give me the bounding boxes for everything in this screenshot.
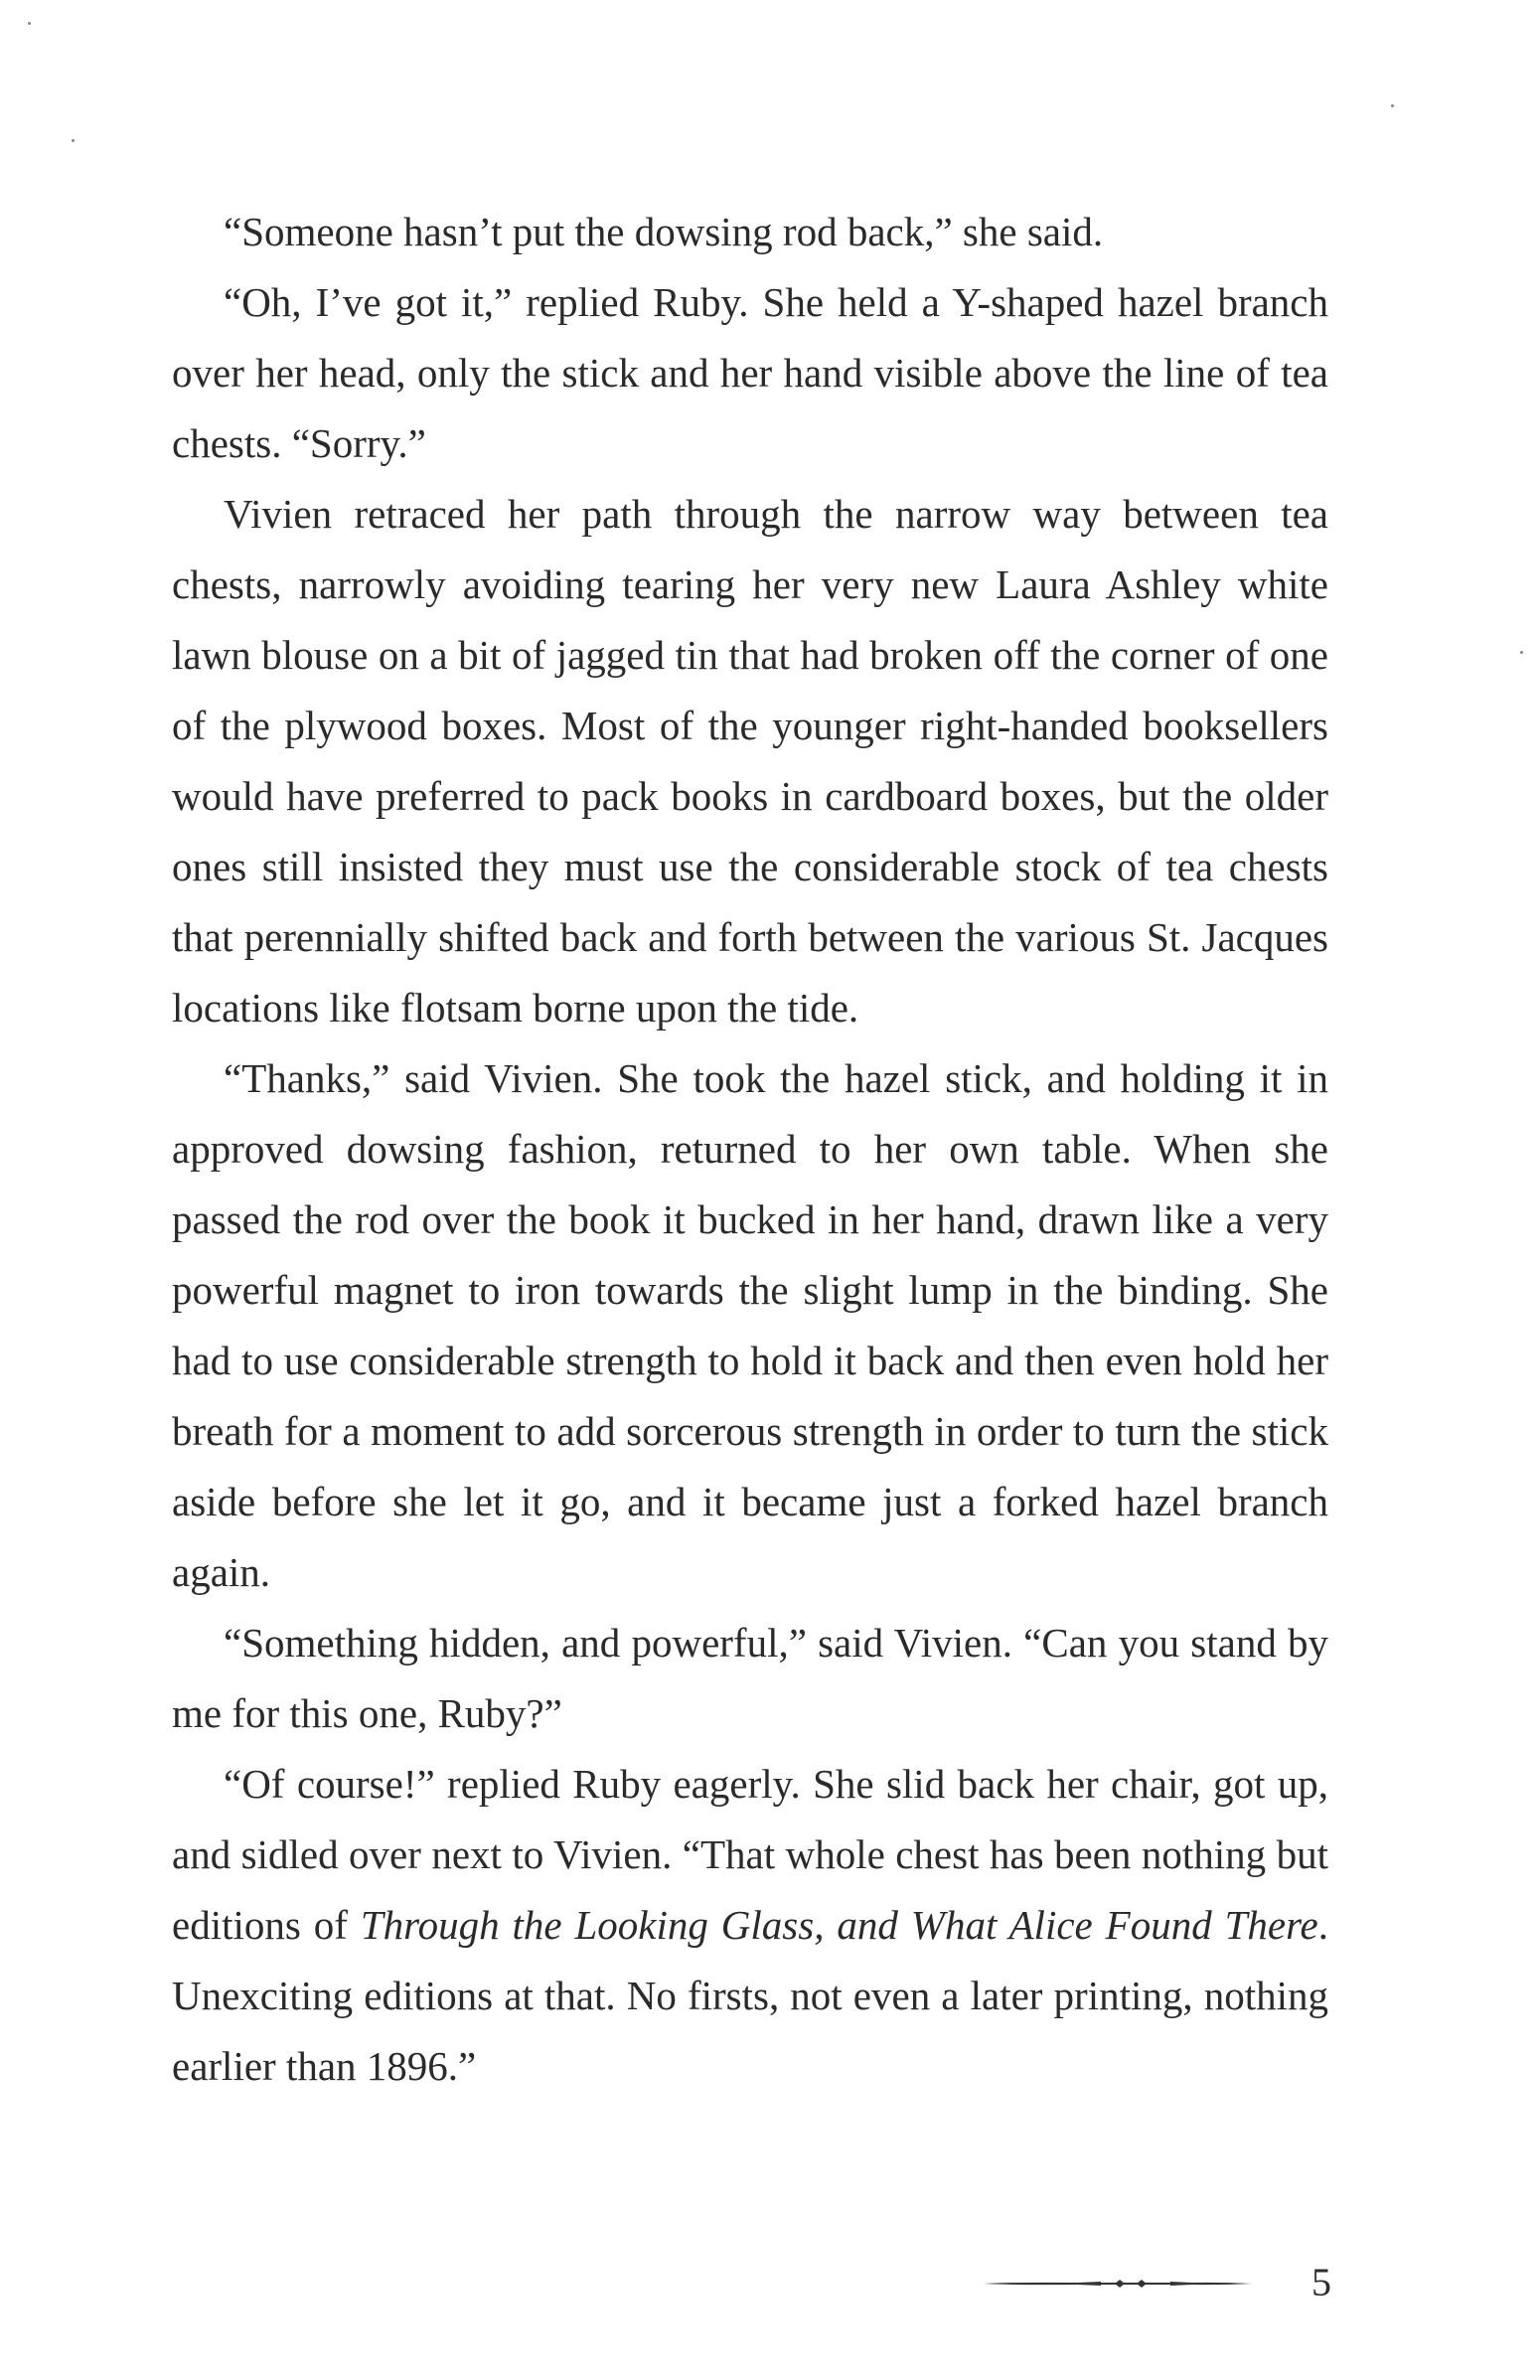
page-footer xyxy=(984,2258,1331,2307)
ornament-divider-icon xyxy=(984,2278,1252,2290)
scan-speck xyxy=(28,22,31,25)
paragraph xyxy=(172,1043,1328,1608)
paragraph-text: “Oh, I’ve got it,” replied Ruby. She held a Y-shaped hazel branch over her head, only the stick and her hand visible above the line of tea chests. “Sorry.” xyxy=(172,279,1328,466)
paragraph xyxy=(172,267,1328,479)
paragraph-text: “Someone hasn’t put the dowsing rod back,” she said. xyxy=(224,209,1104,254)
scan-speck xyxy=(72,139,75,142)
paragraph-text: “Thanks,” said Vivien. She took the hazel stick, and holding it in approved dowsing fashion, returned to her own table. When she passed the rod over the book it bucked in her hand, drawn like a very powerful magnet to iron towards the slight lump in the binding. She had to use considerable strength to hold it back and then even hold her breath for a moment to add sorcerous strength in order to turn the stick aside before she let it go, and it became just a forked hazel branch again. xyxy=(172,1055,1328,1595)
book-title: Through the Looking Glass, and What Alice Found There xyxy=(360,1902,1318,1948)
paragraph-text: . Unexciting editions at that. No firsts, not even a later printing, nothing earlier than 1896.” xyxy=(172,1902,1328,2089)
paragraph xyxy=(172,479,1328,1043)
body-text xyxy=(172,197,1328,2102)
paragraph xyxy=(172,197,1328,267)
scan-speck xyxy=(1520,651,1523,654)
paragraph-text: Vivien retraced her path through the narrow way between tea chests, narrowly avoiding tearing her very new Laura Ashley white lawn blouse on a bit of jagged tin that had broken off the corner of one of the plywood boxes. Most of the younger right-handed booksellers would have preferred to pack books in cardboard boxes, but the older ones still insisted they must use the considerable stock of tea chests that perennially shifted back and forth between the various St. Jacques locations like flotsam borne upon the tide. xyxy=(172,491,1328,1031)
paragraph xyxy=(172,1608,1328,1749)
paragraph-text: “Something hidden, and powerful,” said Vivien. “Can you stand by me for this one, Ruby?” xyxy=(172,1620,1328,1736)
paragraph xyxy=(172,1749,1328,2102)
scan-speck xyxy=(1391,104,1394,107)
paragraph-text: “Of course!” replied Ruby eagerly. She slid back her chair, got up, and sidled over next to Vivien. “That whole chest has been nothing but editions of xyxy=(172,1761,1328,1948)
page-number: 5 xyxy=(1311,2260,1331,2304)
